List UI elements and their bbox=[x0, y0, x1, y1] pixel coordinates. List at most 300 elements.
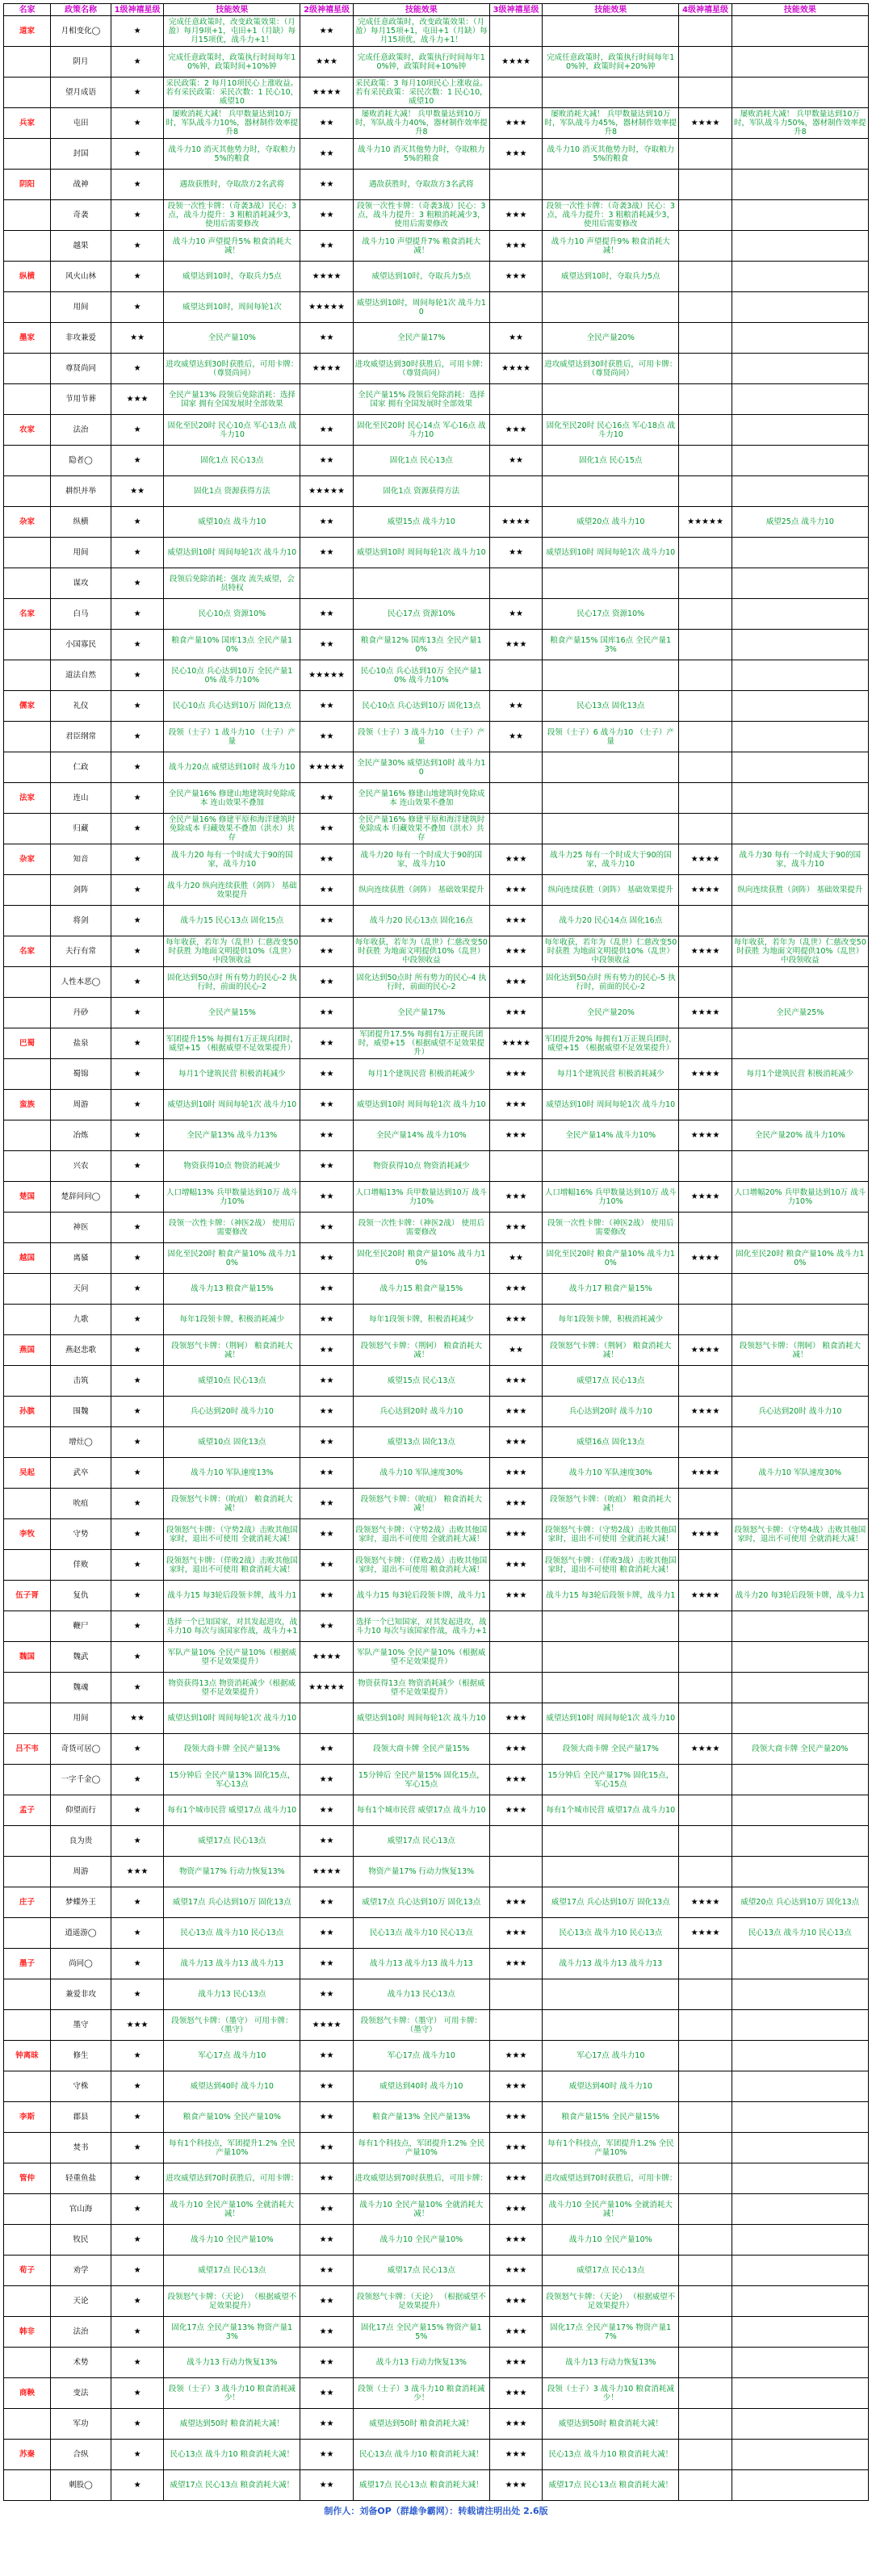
level1-stars: ★ bbox=[111, 47, 163, 77]
level4-stars: ★★★★ bbox=[679, 1458, 732, 1489]
header-level1-stars: 1级神禧星级 bbox=[111, 4, 163, 16]
school-cell bbox=[4, 660, 51, 691]
level4-effect bbox=[732, 292, 868, 323]
policy-name-cell: 将剑 bbox=[51, 906, 111, 936]
school-cell: 农家 bbox=[4, 415, 51, 446]
level2-stars: ★★ bbox=[300, 170, 353, 200]
policy-name-cell: 楚辞问问◯ bbox=[51, 1182, 111, 1213]
level1-effect: 战斗力15 民心13点 固化15点 bbox=[164, 906, 300, 936]
level3-effect: 威望达到10时 周间每轮1次 战斗力10 bbox=[543, 1703, 679, 1734]
level2-effect: 战斗力10 军队速度30% bbox=[353, 1458, 489, 1489]
level3-effect: 段领一次性卡牌：（神医2战） 使用后需要修改 bbox=[543, 1213, 679, 1243]
header-level2-effect: 技能效果 bbox=[353, 4, 489, 16]
table-row bbox=[4, 538, 869, 568]
level4-stars bbox=[679, 906, 732, 936]
level1-stars: ★ bbox=[111, 538, 163, 568]
level1-effect: 段领（士子）3 战斗力10 粮食消耗减少！ bbox=[164, 2378, 300, 2409]
level1-stars: ★ bbox=[111, 906, 163, 936]
level2-stars: ★★ bbox=[300, 1059, 353, 1090]
table-row bbox=[4, 2409, 869, 2440]
level4-effect: 纵向连续获胜（剑阵） 基础效果提升 bbox=[732, 875, 868, 906]
level1-effect: 物资获得10点 物资消耗减少 bbox=[164, 1151, 300, 1182]
school-cell bbox=[4, 2194, 51, 2225]
school-cell bbox=[4, 1427, 51, 1458]
school-cell bbox=[4, 476, 51, 507]
policy-name-cell: 守势 bbox=[51, 1519, 111, 1550]
policy-name-cell: 变法 bbox=[51, 2378, 111, 2409]
level4-stars bbox=[679, 1857, 732, 1887]
level3-effect: 威望达到10时 周间每轮1次 战斗力10 bbox=[543, 1090, 679, 1120]
header-level1-effect: 技能效果 bbox=[164, 4, 300, 16]
level3-effect: 全民产量14% 战斗力10% bbox=[543, 1120, 679, 1151]
table-row bbox=[4, 108, 869, 139]
level4-stars bbox=[679, 2225, 732, 2256]
level1-effect: 段领后免除消耗：强攻 流失威望，会员特权 bbox=[164, 568, 300, 599]
level2-effect: 全民产量14% 战斗力10% bbox=[353, 1120, 489, 1151]
policy-name-cell: 军功 bbox=[51, 2409, 111, 2440]
level3-stars: ★★ bbox=[489, 323, 542, 354]
level1-stars: ★ bbox=[111, 1887, 163, 1918]
level4-effect bbox=[732, 2133, 868, 2163]
level2-stars: ★★ bbox=[300, 1765, 353, 1795]
school-cell bbox=[4, 875, 51, 906]
level2-stars: ★★ bbox=[300, 1397, 353, 1427]
table-row bbox=[4, 1887, 869, 1918]
table-row bbox=[4, 1213, 869, 1243]
school-cell: 魏国 bbox=[4, 1642, 51, 1673]
level3-effect: 段领（士子）3 战斗力10 粮食消耗减少！ bbox=[543, 2378, 679, 2409]
level4-effect bbox=[732, 2470, 868, 2501]
table-row bbox=[4, 170, 869, 200]
level1-effect: 战斗力20 纵向连续获胜（剑阵） 基础效果提升 bbox=[164, 875, 300, 906]
level3-effect: 固化至民20时 粮食产量10% 战斗力10% bbox=[543, 1243, 679, 1274]
level3-effect: 每月1个建筑民营 积极消耗减少 bbox=[543, 1059, 679, 1090]
level4-effect: 固化至民20时 粮食产量10% 战斗力10% bbox=[732, 1243, 868, 1274]
level3-effect: 威望17点 兵心达到10万 固化13点 bbox=[543, 1887, 679, 1918]
level2-stars: ★★★★ bbox=[300, 262, 353, 292]
level3-stars: ★★★ bbox=[489, 415, 542, 446]
level1-effect: 进攻威望达到30时获胜后，可用卡牌：（尊贤尚同） bbox=[164, 354, 300, 384]
school-cell: 蛮族 bbox=[4, 1090, 51, 1120]
level1-stars: ★ bbox=[111, 446, 163, 476]
policy-name-cell: 合纵 bbox=[51, 2440, 111, 2470]
level1-effect: 全民产量15% bbox=[164, 998, 300, 1028]
level2-effect: 完成任意政策时，政策执行时间每年10%钟，政策时间+10%钟 bbox=[353, 47, 489, 77]
level4-effect bbox=[732, 2102, 868, 2133]
table-row bbox=[4, 1795, 869, 1826]
level3-effect bbox=[543, 1673, 679, 1703]
level4-effect bbox=[732, 47, 868, 77]
level1-stars: ★ bbox=[111, 2102, 163, 2133]
level2-stars: ★★ bbox=[300, 1887, 353, 1918]
level2-effect: 段领（士子）3 战斗力10 粮食消耗减少！ bbox=[353, 2378, 489, 2409]
table-row bbox=[4, 1489, 869, 1519]
level1-effect: 威望达到50时 粮食消耗大减！ bbox=[164, 2409, 300, 2440]
level4-effect bbox=[732, 1489, 868, 1519]
school-cell bbox=[4, 2470, 51, 2501]
level2-stars: ★★ bbox=[300, 814, 353, 844]
table-row bbox=[4, 660, 869, 691]
level4-stars: ★★★★ bbox=[679, 1335, 732, 1366]
level1-stars: ★ bbox=[111, 77, 163, 108]
policy-name-cell: 牧民 bbox=[51, 2225, 111, 2256]
table-row bbox=[4, 2378, 869, 2409]
level2-stars: ★★ bbox=[300, 200, 353, 231]
level2-stars: ★★ bbox=[300, 2133, 353, 2163]
level1-effect: 完成任意政策时，政策执行时间每年10%钟，政策时间+10%钟 bbox=[164, 47, 300, 77]
level2-effect: 威望达到40时 战斗力10 bbox=[353, 2071, 489, 2102]
level1-stars: ★ bbox=[111, 875, 163, 906]
level4-effect bbox=[732, 139, 868, 170]
level2-effect: 粮食产量12% 国库13点 全民产量10% bbox=[353, 630, 489, 660]
level2-stars: ★★ bbox=[300, 967, 353, 998]
level2-effect: 威望达到10时 周间每轮1次 战斗力10 bbox=[353, 1703, 489, 1734]
level3-effect: 纵向连续获胜（剑阵） 基础效果提升 bbox=[543, 875, 679, 906]
level2-stars: ★★ bbox=[300, 2225, 353, 2256]
level2-stars: ★★ bbox=[300, 1458, 353, 1489]
policy-name-cell: 兼爱非攻 bbox=[51, 1979, 111, 2010]
level3-stars: ★★★ bbox=[489, 844, 542, 875]
policy-name-cell: 人性本恶◯ bbox=[51, 967, 111, 998]
level1-stars: ★ bbox=[111, 1918, 163, 1949]
level3-stars bbox=[489, 16, 542, 47]
level3-effect bbox=[543, 2010, 679, 2041]
table-row bbox=[4, 2010, 869, 2041]
level1-stars: ★ bbox=[111, 1519, 163, 1550]
level2-stars: ★★ bbox=[300, 1550, 353, 1581]
level2-effect bbox=[353, 568, 489, 599]
level1-effect: 粮食产量10% 国库13点 全民产量10% bbox=[164, 630, 300, 660]
table-row bbox=[4, 568, 869, 599]
level3-effect: 民心13点 战斗力10 粮食消耗大减！ bbox=[543, 2440, 679, 2470]
policy-name-cell: 夫行有常 bbox=[51, 936, 111, 967]
table-row bbox=[4, 292, 869, 323]
level3-stars: ★★★ bbox=[489, 998, 542, 1028]
table-row bbox=[4, 77, 869, 108]
level4-stars bbox=[679, 1703, 732, 1734]
level2-effect: 民心17点 资源10% bbox=[353, 599, 489, 630]
table-row bbox=[4, 16, 869, 47]
school-cell bbox=[4, 1703, 51, 1734]
level3-effect: 战斗力17 粮食产量15% bbox=[543, 1274, 679, 1305]
table-row bbox=[4, 2317, 869, 2348]
level4-effect: 段领大商卡牌 全民产量20% bbox=[732, 1734, 868, 1765]
level2-effect: 军心17点 战斗力10 bbox=[353, 2041, 489, 2071]
level4-stars bbox=[679, 2041, 732, 2071]
level4-effect bbox=[732, 2409, 868, 2440]
school-cell bbox=[4, 47, 51, 77]
level4-stars: ★★★★ bbox=[679, 1519, 732, 1550]
level4-stars: ★★★★ bbox=[679, 1918, 732, 1949]
level3-stars: ★★★ bbox=[489, 2286, 542, 2317]
school-cell bbox=[4, 752, 51, 783]
level2-stars: ★★★★ bbox=[300, 77, 353, 108]
level3-stars bbox=[489, 783, 542, 814]
level3-stars: ★★★ bbox=[489, 262, 542, 292]
level3-stars: ★★★ bbox=[489, 1427, 542, 1458]
level1-stars: ★ bbox=[111, 1642, 163, 1673]
level2-stars: ★★ bbox=[300, 783, 353, 814]
level2-effect: 段领怒气卡牌：（墨守） 可用卡牌：（墨守） bbox=[353, 2010, 489, 2041]
level1-effect: 每年收获，若年为（乱世）仁慈改变50时获胜 为地面文明提供10%（乱世）中段领收益 bbox=[164, 936, 300, 967]
table-row bbox=[4, 783, 869, 814]
table-row bbox=[4, 231, 869, 262]
level1-stars: ★★ bbox=[111, 1703, 163, 1734]
level4-effect bbox=[732, 1213, 868, 1243]
level4-stars bbox=[679, 1826, 732, 1857]
level2-stars: ★★ bbox=[300, 1795, 353, 1826]
header-school: 名家 bbox=[4, 4, 51, 16]
school-cell: 商鞅 bbox=[4, 2378, 51, 2409]
level2-effect: 民心10点 兵心达到10万 固化13点 bbox=[353, 691, 489, 722]
level2-effect: 全民产量17% bbox=[353, 323, 489, 354]
school-cell bbox=[4, 1274, 51, 1305]
school-cell bbox=[4, 2071, 51, 2102]
level1-effect: 战斗力15 每3轮后段领卡牌，战斗力1 bbox=[164, 1581, 300, 1611]
level4-stars bbox=[679, 1366, 732, 1397]
level3-effect bbox=[543, 292, 679, 323]
level4-stars bbox=[679, 231, 732, 262]
level3-stars: ★★ bbox=[489, 599, 542, 630]
level4-effect: 战斗力30 每有一个时成大于90的国家，战斗力10 bbox=[732, 844, 868, 875]
level1-effect: 战斗力13 行动力恢复13% bbox=[164, 2348, 300, 2378]
level2-effect: 全民产量30% 威望达到10时 战斗力10 bbox=[353, 752, 489, 783]
school-cell: 伍子胥 bbox=[4, 1581, 51, 1611]
table-row bbox=[4, 1611, 869, 1642]
level4-effect bbox=[732, 2286, 868, 2317]
level3-stars: ★★★ bbox=[489, 1059, 542, 1090]
level3-stars: ★★★ bbox=[489, 1765, 542, 1795]
level2-stars: ★★ bbox=[300, 139, 353, 170]
level4-effect bbox=[732, 752, 868, 783]
level1-stars: ★ bbox=[111, 2133, 163, 2163]
level1-effect: 战斗力13 粮食产量15% bbox=[164, 1274, 300, 1305]
policy-name-cell: 用间 bbox=[51, 538, 111, 568]
school-cell bbox=[4, 967, 51, 998]
level3-stars bbox=[489, 292, 542, 323]
level3-stars: ★★★ bbox=[489, 1703, 542, 1734]
level4-effect bbox=[732, 1366, 868, 1397]
level1-stars: ★ bbox=[111, 2440, 163, 2470]
level3-stars: ★★★ bbox=[489, 1090, 542, 1120]
level3-stars: ★★★ bbox=[489, 1550, 542, 1581]
level1-effect: 全民产量16% 修建平原和海洋建筑时免除成本 归藏效果不叠加（洪水）共存 bbox=[164, 814, 300, 844]
school-cell: 杂家 bbox=[4, 844, 51, 875]
level4-effect bbox=[732, 722, 868, 752]
level1-stars: ★ bbox=[111, 1120, 163, 1151]
level4-stars bbox=[679, 2409, 732, 2440]
school-cell bbox=[4, 1918, 51, 1949]
school-cell bbox=[4, 1550, 51, 1581]
level1-effect: 威望达到10时 周间每轮1次 战斗力10 bbox=[164, 538, 300, 568]
level3-stars: ★★★ bbox=[489, 1581, 542, 1611]
level1-stars: ★ bbox=[111, 1182, 163, 1213]
level4-stars: ★★★★ bbox=[679, 1734, 732, 1765]
level2-stars: ★★★ bbox=[300, 47, 353, 77]
level4-effect bbox=[732, 2163, 868, 2194]
level3-effect bbox=[543, 1151, 679, 1182]
level1-effect: 遇敌获胜时，夺取敌方2名武将 bbox=[164, 170, 300, 200]
level4-effect bbox=[732, 783, 868, 814]
policy-name-cell: 尚同◯ bbox=[51, 1949, 111, 1979]
level1-effect: 威望达到10时 周间每轮1次 战斗力10 bbox=[164, 1090, 300, 1120]
level4-stars bbox=[679, 2470, 732, 2501]
level1-effect: 固化17点 全民产量13% 物资产量13% bbox=[164, 2317, 300, 2348]
level2-effect: 战斗力15 粮食产量15% bbox=[353, 1274, 489, 1305]
school-cell bbox=[4, 814, 51, 844]
level3-effect: 威望达到10时，夺取兵力5点 bbox=[543, 262, 679, 292]
level3-effect bbox=[543, 1611, 679, 1642]
level2-effect: 段领一次性卡牌：（神医2战） 使用后需要修改 bbox=[353, 1213, 489, 1243]
level4-stars bbox=[679, 538, 732, 568]
level3-effect bbox=[543, 660, 679, 691]
level2-effect: 每年1段领卡牌，积极消耗减少 bbox=[353, 1305, 489, 1335]
level3-effect bbox=[543, 783, 679, 814]
level1-effect: 粮食产量10% 全民产量10% bbox=[164, 2102, 300, 2133]
level3-effect: 每年1段领卡牌，积极消耗减少 bbox=[543, 1305, 679, 1335]
level2-effect: 民心13点 战斗力10 粮食消耗大减！ bbox=[353, 2440, 489, 2470]
level2-effect: 15分钟后 全民产量15% 固化15点，军心15点 bbox=[353, 1765, 489, 1795]
level4-effect bbox=[732, 1611, 868, 1642]
level1-stars: ★ bbox=[111, 2194, 163, 2225]
level4-stars bbox=[679, 1489, 732, 1519]
level4-effect bbox=[732, 1151, 868, 1182]
level4-effect: 段领怒气卡牌：（守势4战）击败其他国家时，退出不可使用 全就消耗大减！ bbox=[732, 1519, 868, 1550]
level2-effect: 人口增幅13% 兵甲数量达到10万 战斗力10% bbox=[353, 1182, 489, 1213]
level2-effect: 战斗力10 全民产量10% 全就消耗大减！ bbox=[353, 2194, 489, 2225]
level1-stars: ★ bbox=[111, 1274, 163, 1305]
level1-effect: 段领怒气卡牌：（荆轲） 粮食消耗大减！ bbox=[164, 1335, 300, 1366]
school-cell: 李牧 bbox=[4, 1519, 51, 1550]
level1-stars: ★ bbox=[111, 2409, 163, 2440]
level2-stars: ★★ bbox=[300, 906, 353, 936]
table-row bbox=[4, 507, 869, 538]
school-cell: 名家 bbox=[4, 599, 51, 630]
level4-effect: 战斗力20 每3轮后段领卡牌，战斗力1 bbox=[732, 1581, 868, 1611]
level2-stars: ★★ bbox=[300, 1489, 353, 1519]
level1-effect: 战斗力10 声望提升5% 粮食消耗大减！ bbox=[164, 231, 300, 262]
school-cell bbox=[4, 1765, 51, 1795]
level3-effect: 完成任意政策时，政策执行时间每年10%钟，政策时间+20%钟 bbox=[543, 47, 679, 77]
school-cell: 韩非 bbox=[4, 2317, 51, 2348]
level3-stars: ★★★ bbox=[489, 630, 542, 660]
policy-name-cell: 魏魂 bbox=[51, 1673, 111, 1703]
level3-stars: ★★★ bbox=[489, 936, 542, 967]
header-level3-effect: 技能效果 bbox=[543, 4, 679, 16]
level1-stars: ★ bbox=[111, 2163, 163, 2194]
level1-stars: ★ bbox=[111, 2256, 163, 2286]
level1-stars: ★ bbox=[111, 2041, 163, 2071]
policy-name-cell: 兴农 bbox=[51, 1151, 111, 1182]
level4-effect bbox=[732, 1274, 868, 1305]
level1-effect: 军团提升15% 每拥有1万正规兵团时，威望+15 （根据威望不足效果提升） bbox=[164, 1028, 300, 1059]
table-row bbox=[4, 1826, 869, 1857]
school-cell bbox=[4, 568, 51, 599]
level1-effect: 段领（士子）1 战斗力10 （士子）产量 bbox=[164, 722, 300, 752]
level3-stars: ★★★★ bbox=[489, 354, 542, 384]
level3-effect: 威望17点 民心13点 bbox=[543, 1366, 679, 1397]
level2-effect: 全民产量17% bbox=[353, 998, 489, 1028]
table-row bbox=[4, 2440, 869, 2470]
level2-effect: 战斗力10 全民产量10% bbox=[353, 2225, 489, 2256]
level3-effect: 固化1点 民心15点 bbox=[543, 446, 679, 476]
table-row bbox=[4, 1642, 869, 1673]
level1-effect: 民心10点 兵心达到10万 固化13点 bbox=[164, 691, 300, 722]
policy-name-cell: 知音 bbox=[51, 844, 111, 875]
level1-stars: ★★ bbox=[111, 323, 163, 354]
level1-effect: 固化至民20时 粮食产量10% 战斗力10% bbox=[164, 1243, 300, 1274]
level3-effect bbox=[543, 476, 679, 507]
level3-stars: ★★ bbox=[489, 1243, 542, 1274]
level1-stars: ★ bbox=[111, 354, 163, 384]
level3-effect: 威望17点 民心13点 粮食消耗大减！ bbox=[543, 2470, 679, 2501]
policy-name-cell: 周游 bbox=[51, 1090, 111, 1120]
policy-name-cell: 礼仪 bbox=[51, 691, 111, 722]
level2-effect: 物资获得10点 物资消耗减少 bbox=[353, 1151, 489, 1182]
level1-stars: ★ bbox=[111, 1151, 163, 1182]
policy-name-cell: 阴月 bbox=[51, 47, 111, 77]
level1-stars: ★ bbox=[111, 1826, 163, 1857]
level2-effect: 段领怒气卡牌：（天论） （根据威望不足效果提升） bbox=[353, 2286, 489, 2317]
level2-effect: 军队产量10% 全民产量10%（根据威望不足效果提升） bbox=[353, 1642, 489, 1673]
level1-effect: 威望17点 民心13点 bbox=[164, 2256, 300, 2286]
level3-stars: ★★★ bbox=[489, 2409, 542, 2440]
policy-name-cell: 围魏 bbox=[51, 1397, 111, 1427]
level2-effect: 全民产量16% 修建平原和海洋建筑时免除成本 归藏效果不叠加（洪水）共存 bbox=[353, 814, 489, 844]
level3-stars: ★★★ bbox=[489, 1120, 542, 1151]
level3-stars: ★★★ bbox=[489, 1949, 542, 1979]
policy-name-cell: 一字千金◯ bbox=[51, 1765, 111, 1795]
level2-effect: 威望17点 兵心达到10万 固化13点 bbox=[353, 1887, 489, 1918]
level2-effect: 每月1个建筑民营 积极消耗减少 bbox=[353, 1059, 489, 1090]
level3-stars: ★★ bbox=[489, 446, 542, 476]
table-row bbox=[4, 1151, 869, 1182]
level2-effect: 威望15点 民心13点 bbox=[353, 1366, 489, 1397]
level1-effect: 每有1个城市民营 威望17点 战斗力10 bbox=[164, 1795, 300, 1826]
level3-effect: 段领怒气卡牌：（天论） （根据威望不足效果提升） bbox=[543, 2286, 679, 2317]
level2-stars: ★★ bbox=[300, 2286, 353, 2317]
level2-stars: ★★ bbox=[300, 875, 353, 906]
level1-effect: 段领怒气卡牌：（天论） （根据威望不足效果提升） bbox=[164, 2286, 300, 2317]
level1-stars: ★ bbox=[111, 1397, 163, 1427]
school-cell bbox=[4, 998, 51, 1028]
level4-stars bbox=[679, 722, 732, 752]
level4-effect bbox=[732, 691, 868, 722]
level2-stars: ★★ bbox=[300, 1427, 353, 1458]
level1-effect: 威望达到10时 周间每轮1次 战斗力10 bbox=[164, 1703, 300, 1734]
level1-effect: 全民产量10% bbox=[164, 323, 300, 354]
level4-effect bbox=[732, 1642, 868, 1673]
level3-effect bbox=[543, 77, 679, 108]
level2-stars: ★★ bbox=[300, 2163, 353, 2194]
level1-stars: ★ bbox=[111, 2348, 163, 2378]
level2-stars: ★★ bbox=[300, 1090, 353, 1120]
level3-effect: 战斗力10 军队速度30% bbox=[543, 1458, 679, 1489]
table-row bbox=[4, 1427, 869, 1458]
level4-effect: 兵心达到20时 战斗力10 bbox=[732, 1397, 868, 1427]
level2-effect: 段领怒气卡牌：（吮疽） 粮食消耗大减！ bbox=[353, 1489, 489, 1519]
policy-name-cell: 良为贵 bbox=[51, 1826, 111, 1857]
level1-stars: ★★★ bbox=[111, 384, 163, 415]
level4-effect: 威望25点 战斗力10 bbox=[732, 507, 868, 538]
table-row bbox=[4, 1550, 869, 1581]
level2-stars: ★★ bbox=[300, 1918, 353, 1949]
school-cell: 墨子 bbox=[4, 1949, 51, 1979]
level1-stars: ★★★ bbox=[111, 2010, 163, 2041]
table-row bbox=[4, 1765, 869, 1795]
policy-name-cell: 天问 bbox=[51, 1274, 111, 1305]
level4-stars: ★★★★ bbox=[679, 875, 732, 906]
